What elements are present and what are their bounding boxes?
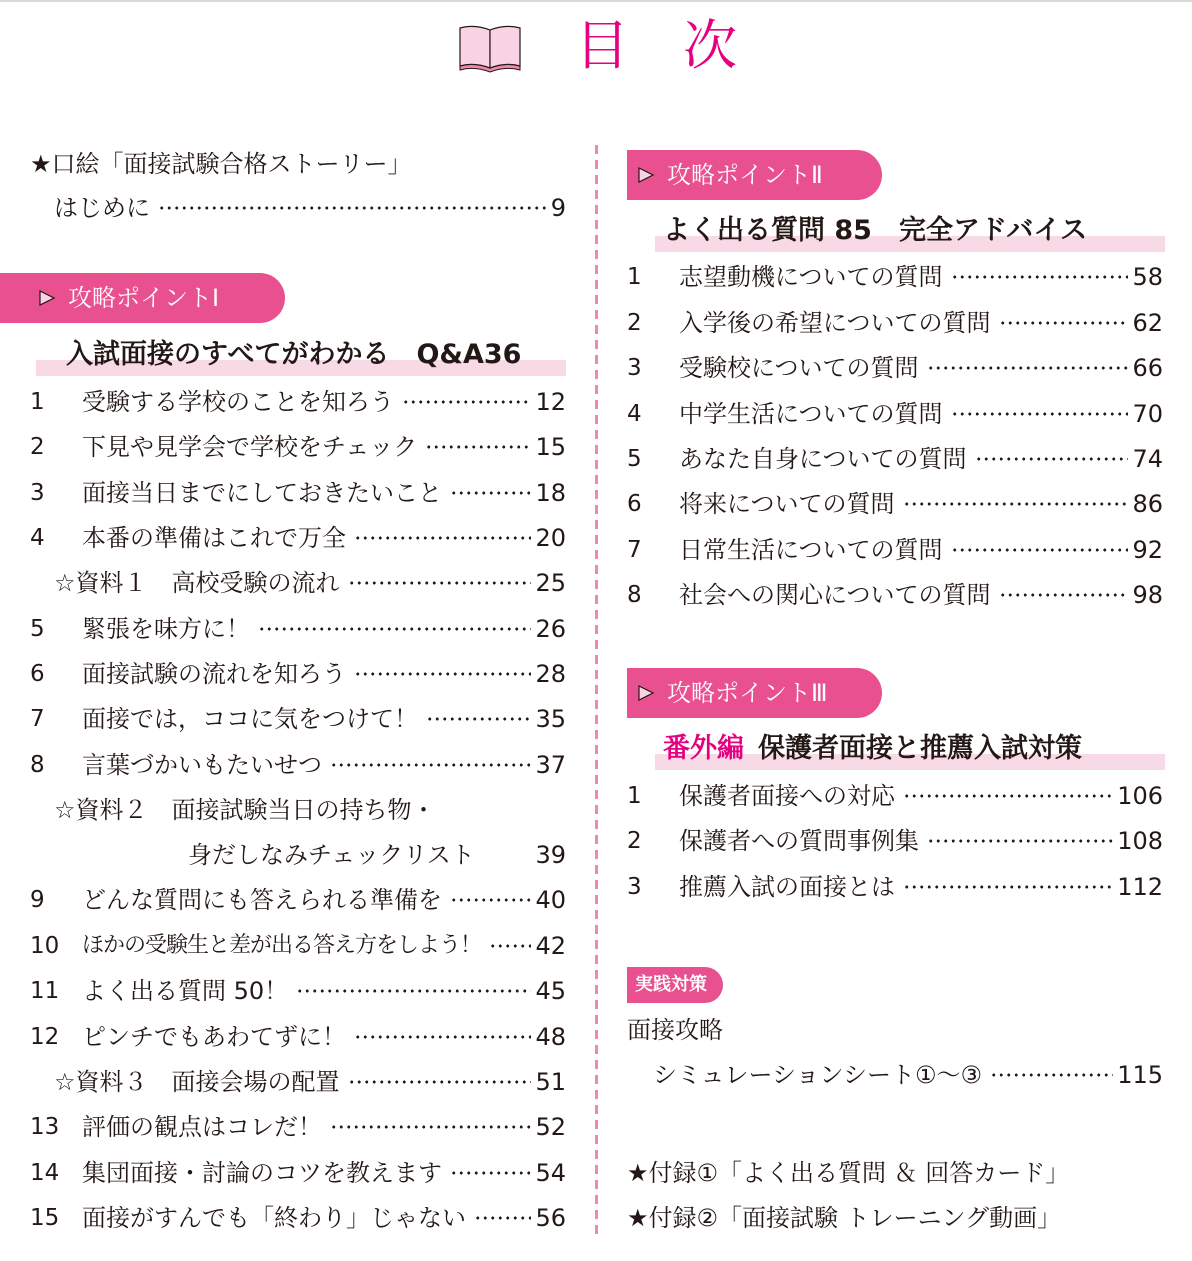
leader-dots [354, 672, 531, 676]
toc-item[interactable]: 8 言葉づかいもたいせつ 37 [30, 751, 566, 779]
column-divider [595, 145, 598, 1235]
triangle-right-icon [38, 289, 56, 307]
section-badge-label: 攻略ポイントⅡ [667, 161, 823, 189]
leader-dots [425, 445, 531, 449]
toc-item[interactable]: 2 入学後の希望についての質問 62 [627, 309, 1163, 337]
toc-item[interactable]: 10 ほかの受験生と差が出る答え方をしよう！ 42 [30, 932, 566, 960]
section-badge-1 [0, 273, 285, 323]
leader-dots [450, 898, 531, 902]
leader-dots [951, 548, 1129, 552]
preface-label: はじめに [54, 194, 150, 222]
leader-dots [330, 763, 531, 767]
toc-item[interactable]: 5 あなた自身についての質問 74 [627, 445, 1163, 473]
frontispiece-entry[interactable] [30, 144, 412, 184]
preface-page: 9 [550, 194, 566, 222]
toc-appendix-item[interactable]: ☆資料３ 面接会場の配置 51 [54, 1068, 566, 1096]
triangle-right-icon [637, 166, 655, 184]
section-subtitle-1: 入試面接のすべてがわかる Q&A36 [36, 336, 566, 374]
leader-dots [903, 502, 1129, 506]
page-header [0, 8, 1192, 78]
leader-dots [903, 885, 1113, 889]
leader-dots [975, 457, 1129, 461]
leader-dots [258, 627, 531, 631]
leader-dots [474, 1216, 531, 1220]
practice-heading: 面接攻略 [627, 1016, 723, 1044]
title-char-1: 目 [575, 14, 629, 77]
frontispiece-label: ★口絵「面接試験合格ストーリー」 [30, 150, 412, 178]
leader-dots [999, 321, 1129, 325]
leader-dots [354, 536, 531, 540]
leader-dots [450, 491, 531, 495]
top-border [0, 0, 1192, 2]
leader-dots [903, 794, 1113, 798]
leader-dots [348, 1080, 532, 1084]
leader-dots [426, 717, 531, 721]
subtitle-prefix: 番外編 [663, 733, 744, 764]
leader-dots [927, 366, 1129, 370]
toc-item[interactable]: 8 社会への関心についての質問 98 [627, 581, 1163, 609]
toc-item[interactable]: 15 面接がすんでも「終わり」じゃない 56 [30, 1204, 566, 1232]
toc-appendix-item[interactable]: ☆資料１ 高校受験の流れ 25 [54, 569, 566, 597]
toc-item[interactable]: 6 将来についての質問 86 [627, 490, 1163, 518]
leader-dots [927, 839, 1113, 843]
section-badge-label: 攻略ポイントⅠ [68, 284, 220, 312]
leader-dots [450, 1171, 531, 1175]
leader-dots [951, 412, 1129, 416]
toc-appendix-item-line2[interactable]: 身だしなみチェックリスト 39 [188, 841, 566, 869]
toc-item[interactable]: 9 どんな質問にも答えられる準備を 40 [30, 886, 566, 914]
appendix-item-2[interactable]: ★付録②「面接試験 トレーニング動画」 [627, 1204, 1062, 1232]
leader-dots [158, 206, 547, 210]
leader-dots [999, 593, 1129, 597]
appendix-item-1[interactable]: ★付録①「よく出る質問 ＆ 回答カード」 [627, 1159, 1070, 1187]
toc-appendix-item-line1[interactable]: ☆資料２ 面接試験当日の持ち物・ [54, 796, 436, 824]
toc-item[interactable]: 14 集団面接・討論のコツを教えます 54 [30, 1159, 566, 1187]
section-badge-3 [627, 668, 882, 718]
toc-item[interactable]: 6 面接試験の流れを知ろう 28 [30, 660, 566, 688]
practice-badge: 実践対策 [627, 967, 723, 1003]
toc-item[interactable]: 4 中学生活についての質問 70 [627, 400, 1163, 428]
toc-item[interactable]: 7 日常生活についての質問 92 [627, 536, 1163, 564]
toc-item[interactable]: 3 推薦入試の面接とは 112 [627, 873, 1163, 901]
toc-item[interactable]: 13 評価の観点はコレだ！ 52 [30, 1113, 566, 1141]
toc-item[interactable]: 3 受験校についての質問 66 [627, 354, 1163, 382]
section-badge-label: 攻略ポイントⅢ [667, 679, 828, 707]
toc-item[interactable]: 12 ピンチでもあわてずに！ 48 [30, 1023, 566, 1051]
leader-dots [296, 989, 531, 993]
leader-dots [402, 400, 531, 404]
toc-item[interactable]: 3 面接当日までにしておきたいこと 18 [30, 479, 566, 507]
leader-dots [354, 1035, 531, 1039]
toc-item[interactable]: 2 保護者への質問事例集 108 [627, 827, 1163, 855]
toc-item[interactable]: 2 下見や見学会で学校をチェック 15 [30, 433, 566, 461]
toc-item[interactable]: 1 受験する学校のことを知ろう 12 [30, 388, 566, 416]
toc-item[interactable]: 1 保護者面接への対応 106 [627, 782, 1163, 810]
section-subtitle-2: よく出る質問 85 完全アドバイス [655, 212, 1165, 250]
open-book-icon [456, 22, 524, 74]
leader-dots [990, 1073, 1113, 1077]
leader-dots [330, 1125, 531, 1129]
practice-entry[interactable]: シミュレーションシート①〜③ 115 [653, 1061, 1163, 1089]
leader-dots [951, 275, 1129, 279]
triangle-right-icon [637, 684, 655, 702]
leader-dots [348, 581, 532, 585]
toc-item[interactable]: 4 本番の準備はこれで万全 20 [30, 524, 566, 552]
toc-item[interactable]: 1 志望動機についての質問 58 [627, 263, 1163, 291]
toc-item[interactable]: 7 面接では，ココに気をつけて！ 35 [30, 705, 566, 733]
leader-dots [489, 944, 531, 948]
section-badge-2 [627, 150, 882, 200]
preface-entry[interactable] [54, 188, 566, 228]
toc-item[interactable]: 5 緊張を味方に！ 26 [30, 615, 566, 643]
section-subtitle-3: 番外編 保護者面接と推薦入試対策 [655, 730, 1165, 768]
title-char-2: 次 [683, 14, 737, 77]
toc-item[interactable]: 11 よく出る質問 50！ 45 [30, 977, 566, 1005]
